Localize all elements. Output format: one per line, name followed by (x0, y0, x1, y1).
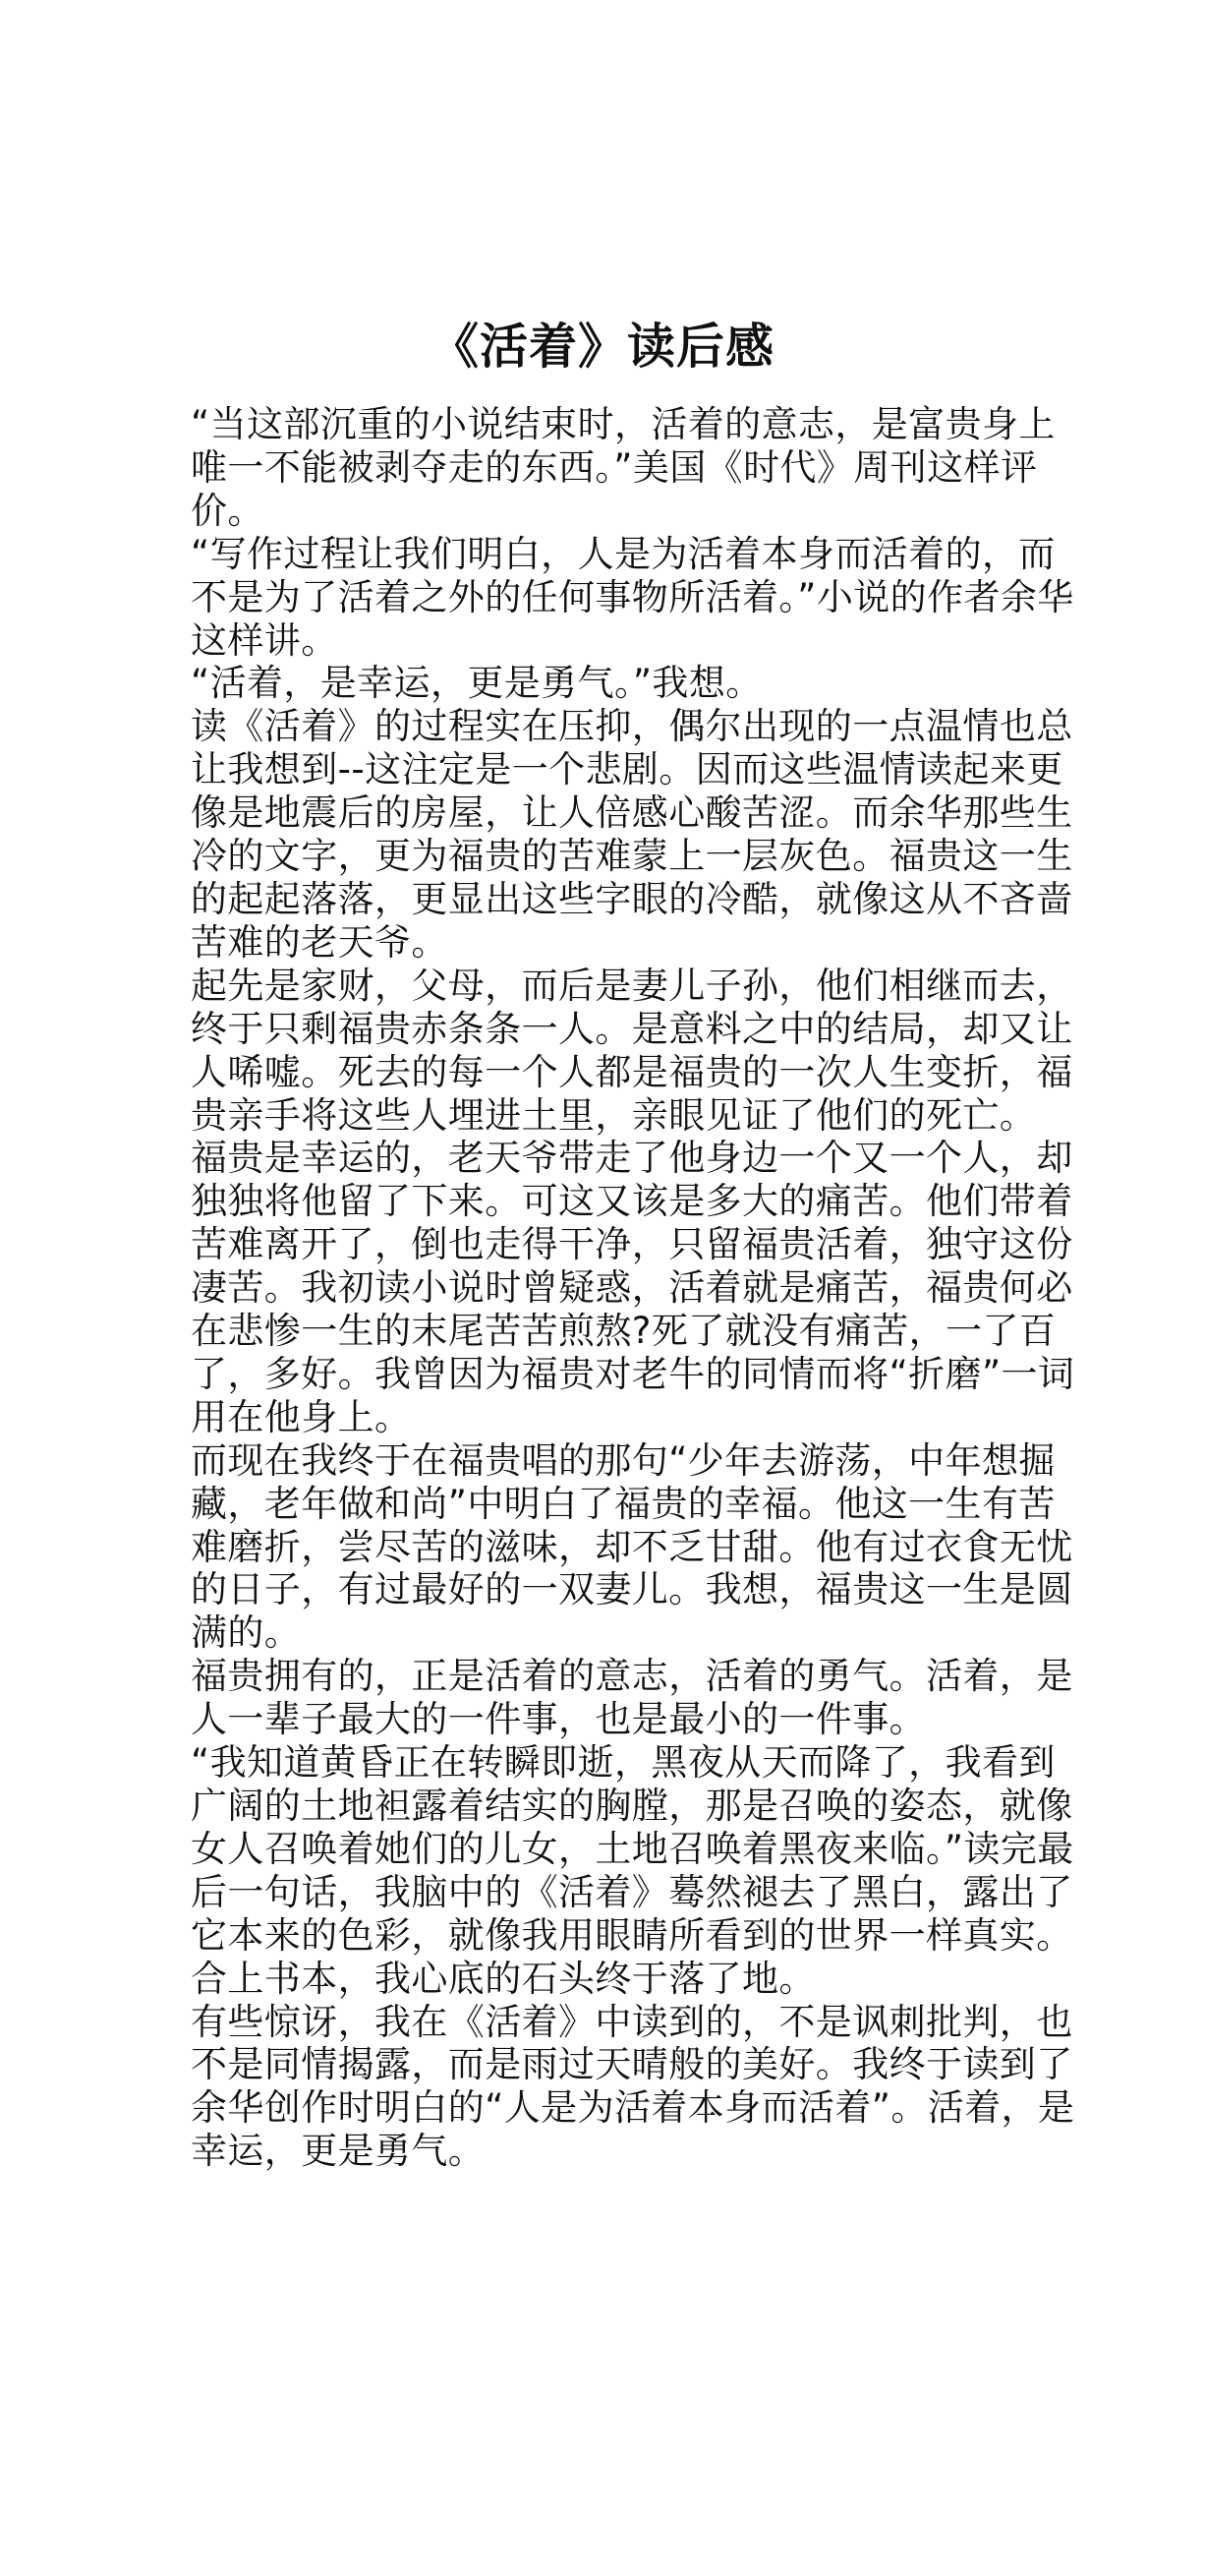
paragraph: “活着，是幸运，更是勇气。”我想。 (191, 662, 763, 705)
paragraph: 而现在我终于在福贵唱的那句“少年去游荡，中年想掘藏，老年做和尚”中明白了福贵的幸福。他这一生有苦难磨折，尝尽苦的滋味，却不乏甘甜。他有过衣食无忧的日子，有过最好的一双妻儿。我想，福贵这一生是圆满的。 (191, 1438, 1073, 1655)
paragraph: 起先是家财，父母，而后是妻儿子孙，他们相继而去，终于只剩福贵赤条条一人。是意料之中的结局，却又让人唏嘘。死去的每一个人都是福贵的一次人生变折，福贵亲手将这些人埋进土里，亲眼见证了他们的死亡。 (191, 964, 1073, 1137)
document-body (191, 403, 1075, 2173)
paragraph: 读《活着》的过程实在压抑，偶尔出现的一点温情也总让我想到--这注定是一个悲剧。因而这些温情读起来更像是地震后的房屋，让人倍感心酸苦涩。而余华那些生冷的文字，更为福贵的苦难蒙上一层灰色。福贵这一生的起起落落，更显出这些字眼的冷酷，就像这从不吝啬苦难的老天爷。 (191, 705, 1073, 964)
paragraph: “当这部沉重的小说结束时，活着的意志，是富贵身上唯一不能被剥夺走的东西。”美国《时代》周刊这样评价。 (191, 403, 1056, 532)
paragraph: 福贵是幸运的，老天爷带走了他身边一个又一个人，却独独将他留了下来。可这又该是多大的痛苦。他们带着苦难离开了，倒也走得干净，只留福贵活着，独守这份凄苦。我初读小说时曾疑惑，活着就是痛苦，福贵何必在悲惨一生的末尾苦苦煎熬?死了就没有痛苦，一了百了，多好。我曾因为福贵对老牛的同情而将“折磨”一词用在他身上。 (191, 1137, 1075, 1438)
paragraph: 有些惊讶，我在《活着》中读到的，不是讽刺批判，也不是同情揭露，而是雨过天晴般的美好。我终于读到了余华创作时明白的“人是为活着本身而活着”。活着，是幸运，更是勇气。 (191, 2000, 1075, 2173)
paragraph: 福贵拥有的，正是活着的意志，活着的勇气。活着，是人一辈子最大的一件事，也是最小的一件事。 (191, 1655, 1073, 1741)
paragraph: “写作过程让我们明白，人是为活着本身而活着的，而不是为了活着之外的任何事物所活着。”小说的作者余华这样讲。 (191, 532, 1074, 662)
paragraph: “我知道黄昏正在转瞬即逝，黑夜从天而降了，我看到广阔的土地袒露着结实的胸膛，那是召唤的姿态，就像女人召唤着她们的儿女，土地召唤着黑夜来临。”读完最后一句话，我脑中的《活着》蓦然褪去了黑白，露出了它本来的色彩，就像我用眼睛所看到的世界一样真实。合上书本，我心底的石头终于落了地。 (191, 1741, 1074, 2000)
document-title: 《活着》读后感 (430, 319, 775, 375)
